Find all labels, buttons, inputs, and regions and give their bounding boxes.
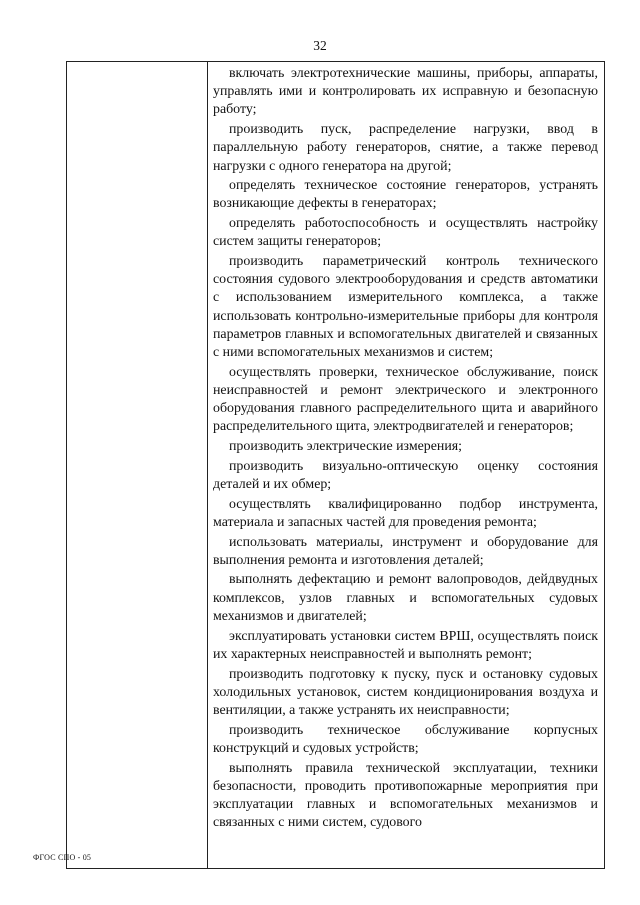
skill-item: производить подготовку к пуску, пуск и остановку судовых холодильных установок, систем кондиционирования воздуха и вентиляции, а также устранять их неисправности;: [213, 666, 598, 718]
skill-item: производить параметрический контроль технического состояния судового электрооборудования и средств автоматики с использованием измерительного комплекса, а также использовать контрольно-измерительные приборы для контроля параметров главных и вспомогательных двигателей и связанных с ними вспомогательных механизмов и систем;: [213, 254, 598, 361]
skill-item: выполнять правила технической эксплуатации, техники безопасности, проводить противопожарные мероприятия при эксплуатации главных и вспомогательных механизмов и связанных с ними систем, судового: [213, 760, 598, 831]
table-left-cell: [67, 62, 208, 868]
skill-item: производить визуально-оптическую оценку состояния деталей и их обмер;: [213, 458, 598, 492]
skill-item: включать электротехнические машины, приборы, аппараты, управлять ими и контролировать их исправную и безопасную работу;: [213, 66, 598, 118]
skill-item: производить электрические измерения;: [229, 439, 463, 455]
skill-item: осуществлять проверки, техническое обслуживание, поиск неисправностей и ремонт электрического и электронного оборудования главного распределительного щита и аварийного распределительного щита, электродвигателей и генераторов;: [213, 364, 598, 435]
skill-item: производить пуск, распределение нагрузки, ввод в параллельную работу генераторов, снятие, а также перевод нагрузки с одного генератора на другой;: [213, 122, 598, 174]
skill-item: производить техническое обслуживание корпусных конструкций и судовых устройств;: [213, 722, 598, 756]
table-right-cell: [208, 62, 604, 868]
document-footer: ФГОС СПО - 05: [33, 853, 92, 862]
skill-item: выполнять дефектацию и ремонт валопроводов, дейдвудных комплексов, узлов главных и вспомогательных судовых механизмов и двигателей;: [213, 572, 598, 624]
page-number: 32: [313, 38, 327, 53]
skill-item: осуществлять квалифицированно подбор инструмента, материала и запасных частей для проведения ремонта;: [213, 496, 598, 530]
skill-item: использовать материалы, инструмент и оборудование для выполнения ремонта и изготовления деталей;: [213, 534, 598, 568]
requirements-table: [66, 61, 605, 869]
skill-item: эксплуатировать установки систем ВРШ, осуществлять поиск их характерных неисправностей и выполнять ремонт;: [213, 628, 598, 662]
skill-item: определять работоспособность и осуществлять настройку систем защиты генераторов;: [213, 216, 598, 250]
skill-item: определять техническое состояние генераторов, устранять возникающие дефекты в генераторах;: [213, 178, 598, 212]
